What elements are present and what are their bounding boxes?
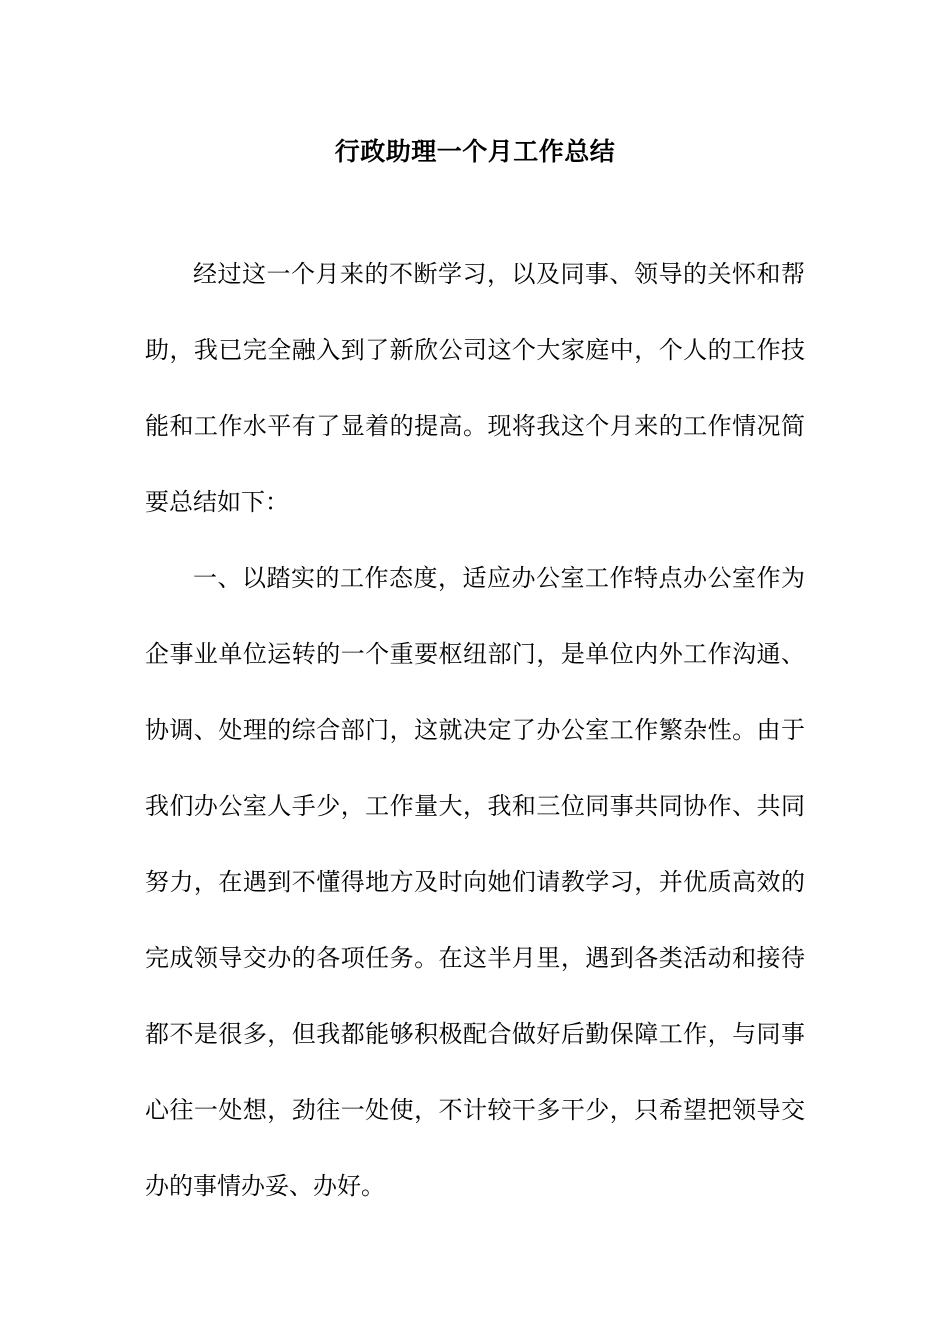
paragraph-section-one: 一、以踏实的工作态度，适应办公室工作特点办公室作为企事业单位运转的一个重要枢纽部门，是单位内外工作沟通、协调、处理的综合部门，这就决定了办公室工作繁杂性。由于我们办公室人手少，工作量大，我和三位同事共同协作、共同努力，在遇到不懂得地方及时向她们请教学习，并优质高效的完成领导交办的各项任务。在这半月里，遇到各类活动和接待都不是很多，但我都能够积极配合做好后勤保障工作，与同事心往一处想，劲往一处使，不计较干多干少，只希望把领导交办的事情办妥、办好。 [145, 564, 805, 1200]
document-title: 行政助理一个月工作总结 [334, 137, 616, 166]
document-body [145, 236, 805, 1224]
paragraph-intro: 经过这一个月来的不断学习，以及同事、领导的关怀和帮助，我已完全融入到了新欣公司这个大家庭中，个人的工作技能和工作水平有了显着的提高。现将我这个月来的工作情况简要总结如下： [145, 260, 805, 516]
